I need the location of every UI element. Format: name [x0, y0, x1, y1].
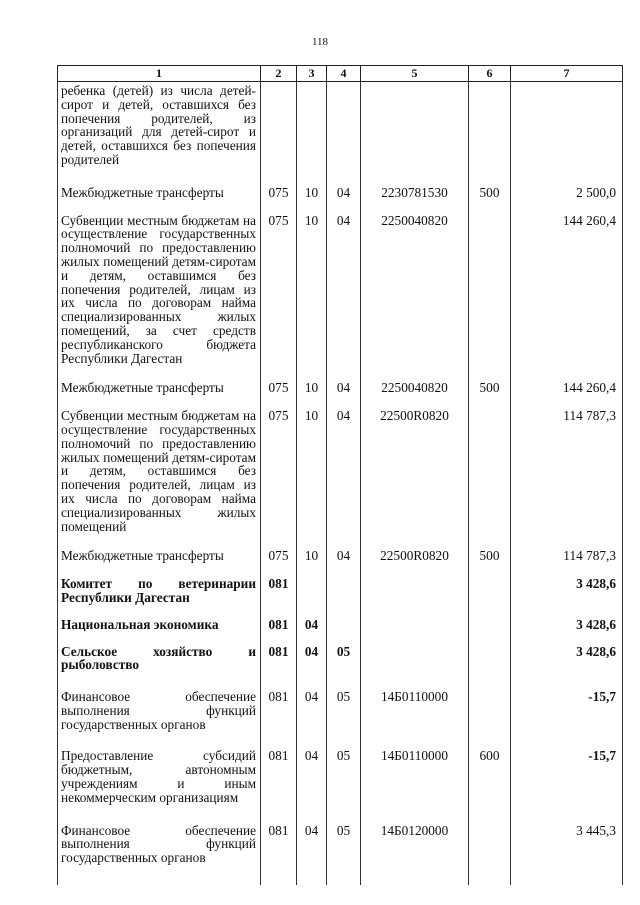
row-subsection-code: 04: [327, 365, 361, 395]
row-description: ребенка (детей) из числа детей-сирот и детей, оставшихся без попечения родителей, из организаций для детей-сирот и детей, оставшихся без попечения родителей: [58, 82, 261, 167]
spacer-cell: [261, 865, 297, 885]
row-description: Комитет по ветеринарии Республики Дагестан: [58, 563, 261, 605]
row-section-code: 10: [297, 200, 327, 366]
row-target-article: 14Б0110000: [361, 731, 469, 804]
row-admin-code: 081: [261, 605, 297, 632]
row-amount: 3 428,6: [511, 632, 623, 673]
row-amount: -15,7: [511, 672, 623, 731]
table-row: [58, 200, 623, 366]
row-expense-type: [469, 563, 511, 605]
row-subsection-code: 05: [327, 731, 361, 804]
row-target-article: [361, 632, 469, 673]
spacer-cell: [361, 865, 469, 885]
header-row: [58, 66, 623, 82]
table-row: [58, 533, 623, 563]
table-body: [58, 82, 623, 886]
col-header-1: 1: [58, 66, 261, 82]
row-subsection-code: [327, 563, 361, 605]
row-amount: 3 445,3: [511, 805, 623, 865]
row-target-article: 14Б0110000: [361, 672, 469, 731]
table-row: [58, 605, 623, 632]
row-section-code: 10: [297, 365, 327, 395]
row-target-article: 14Б0120000: [361, 805, 469, 865]
row-amount: 3 428,6: [511, 605, 623, 632]
row-expense-type: [469, 82, 511, 167]
budget-table: [57, 65, 623, 885]
table-row: [58, 365, 623, 395]
row-admin-code: 081: [261, 632, 297, 673]
row-admin-code: 081: [261, 805, 297, 865]
table-row: [58, 805, 623, 865]
row-admin-code: 081: [261, 731, 297, 804]
table-row: [58, 672, 623, 731]
col-header-4: 4: [327, 66, 361, 82]
row-subsection-code: 05: [327, 672, 361, 731]
table-bottom-spacer: [58, 865, 623, 885]
col-header-7: 7: [511, 66, 623, 82]
row-section-code: [297, 82, 327, 167]
row-admin-code: 081: [261, 672, 297, 731]
spacer-cell: [297, 865, 327, 885]
table-row: [58, 395, 623, 533]
row-description: Финансовое обеспечение выполнения функций государственных органов: [58, 805, 261, 865]
page-number: 118: [311, 36, 329, 48]
row-subsection-code: 04: [327, 533, 361, 563]
row-amount: 114 787,3: [511, 395, 623, 533]
row-expense-type: [469, 805, 511, 865]
row-subsection-code: 04: [327, 395, 361, 533]
table-row: [58, 563, 623, 605]
row-target-article: [361, 82, 469, 167]
row-expense-type: 500: [469, 533, 511, 563]
row-section-code: 10: [297, 167, 327, 200]
row-subsection-code: 05: [327, 632, 361, 673]
row-section-code: [297, 563, 327, 605]
col-header-6: 6: [469, 66, 511, 82]
col-header-2: 2: [261, 66, 297, 82]
col-header-5: 5: [361, 66, 469, 82]
row-section-code: 10: [297, 533, 327, 563]
row-target-article: [361, 605, 469, 632]
row-expense-type: [469, 200, 511, 366]
table-row: [58, 632, 623, 673]
row-section-code: 10: [297, 395, 327, 533]
row-description: Национальная экономика: [58, 605, 261, 632]
row-admin-code: [261, 82, 297, 167]
row-amount: 3 428,6: [511, 563, 623, 605]
table-row: [58, 167, 623, 200]
col-header-3: 3: [297, 66, 327, 82]
row-target-article: 2250040820: [361, 365, 469, 395]
row-subsection-code: 05: [327, 805, 361, 865]
row-admin-code: 075: [261, 200, 297, 366]
row-expense-type: [469, 605, 511, 632]
row-admin-code: 075: [261, 365, 297, 395]
row-description: Межбюджетные трансферты: [58, 365, 261, 395]
row-expense-type: [469, 632, 511, 673]
spacer-cell: [58, 865, 261, 885]
row-admin-code: 075: [261, 395, 297, 533]
spacer-cell: [511, 865, 623, 885]
row-amount: 114 787,3: [511, 533, 623, 563]
row-amount: 144 260,4: [511, 365, 623, 395]
row-admin-code: 075: [261, 533, 297, 563]
row-subsection-code: 04: [327, 167, 361, 200]
row-description: Межбюджетные трансферты: [58, 167, 261, 200]
row-expense-type: 600: [469, 731, 511, 804]
row-admin-code: 081: [261, 563, 297, 605]
row-subsection-code: 04: [327, 200, 361, 366]
row-expense-type: [469, 395, 511, 533]
spacer-cell: [327, 865, 361, 885]
row-subsection-code: [327, 605, 361, 632]
row-target-article: [361, 563, 469, 605]
row-target-article: 22500R0820: [361, 533, 469, 563]
row-section-code: 04: [297, 632, 327, 673]
row-expense-type: [469, 672, 511, 731]
row-target-article: 2230781530: [361, 167, 469, 200]
row-admin-code: 075: [261, 167, 297, 200]
row-description: Финансовое обеспечение выполнения функций государственных органов: [58, 672, 261, 731]
row-description: Предоставление субсидий бюджетным, автономным учреждениям и иным некоммерческим организациям: [58, 731, 261, 804]
row-expense-type: 500: [469, 365, 511, 395]
row-section-code: 04: [297, 605, 327, 632]
row-target-article: 22500R0820: [361, 395, 469, 533]
row-subsection-code: [327, 82, 361, 167]
row-amount: 2 500,0: [511, 167, 623, 200]
row-amount: [511, 82, 623, 167]
row-amount: -15,7: [511, 731, 623, 804]
row-section-code: 04: [297, 672, 327, 731]
table-row: [58, 731, 623, 804]
row-section-code: 04: [297, 805, 327, 865]
row-description: Субвенции местным бюджетам на осуществление государственных полномочий по предоставлению жилых помещений детям-сиротам и детям, оставшимся без попечения родителей, лицам из их числа по договорам найма специализированных жилых помещений: [58, 395, 261, 533]
row-description: Субвенции местным бюджетам на осуществление государственных полномочий по предоставлению жилых помещений детям-сиротам и детям, оставшимся без попечения родителей, лицам из их числа по договорам найма специализированных жилых помещений, за счет средств республиканского бюджета Республики Дагестан: [58, 200, 261, 366]
table-row: [58, 82, 623, 167]
row-target-article: 2250040820: [361, 200, 469, 366]
row-expense-type: 500: [469, 167, 511, 200]
row-amount: 144 260,4: [511, 200, 623, 366]
row-section-code: 04: [297, 731, 327, 804]
row-description: Межбюджетные трансферты: [58, 533, 261, 563]
spacer-cell: [469, 865, 511, 885]
row-description: Сельское хозяйство и рыболовство: [58, 632, 261, 673]
